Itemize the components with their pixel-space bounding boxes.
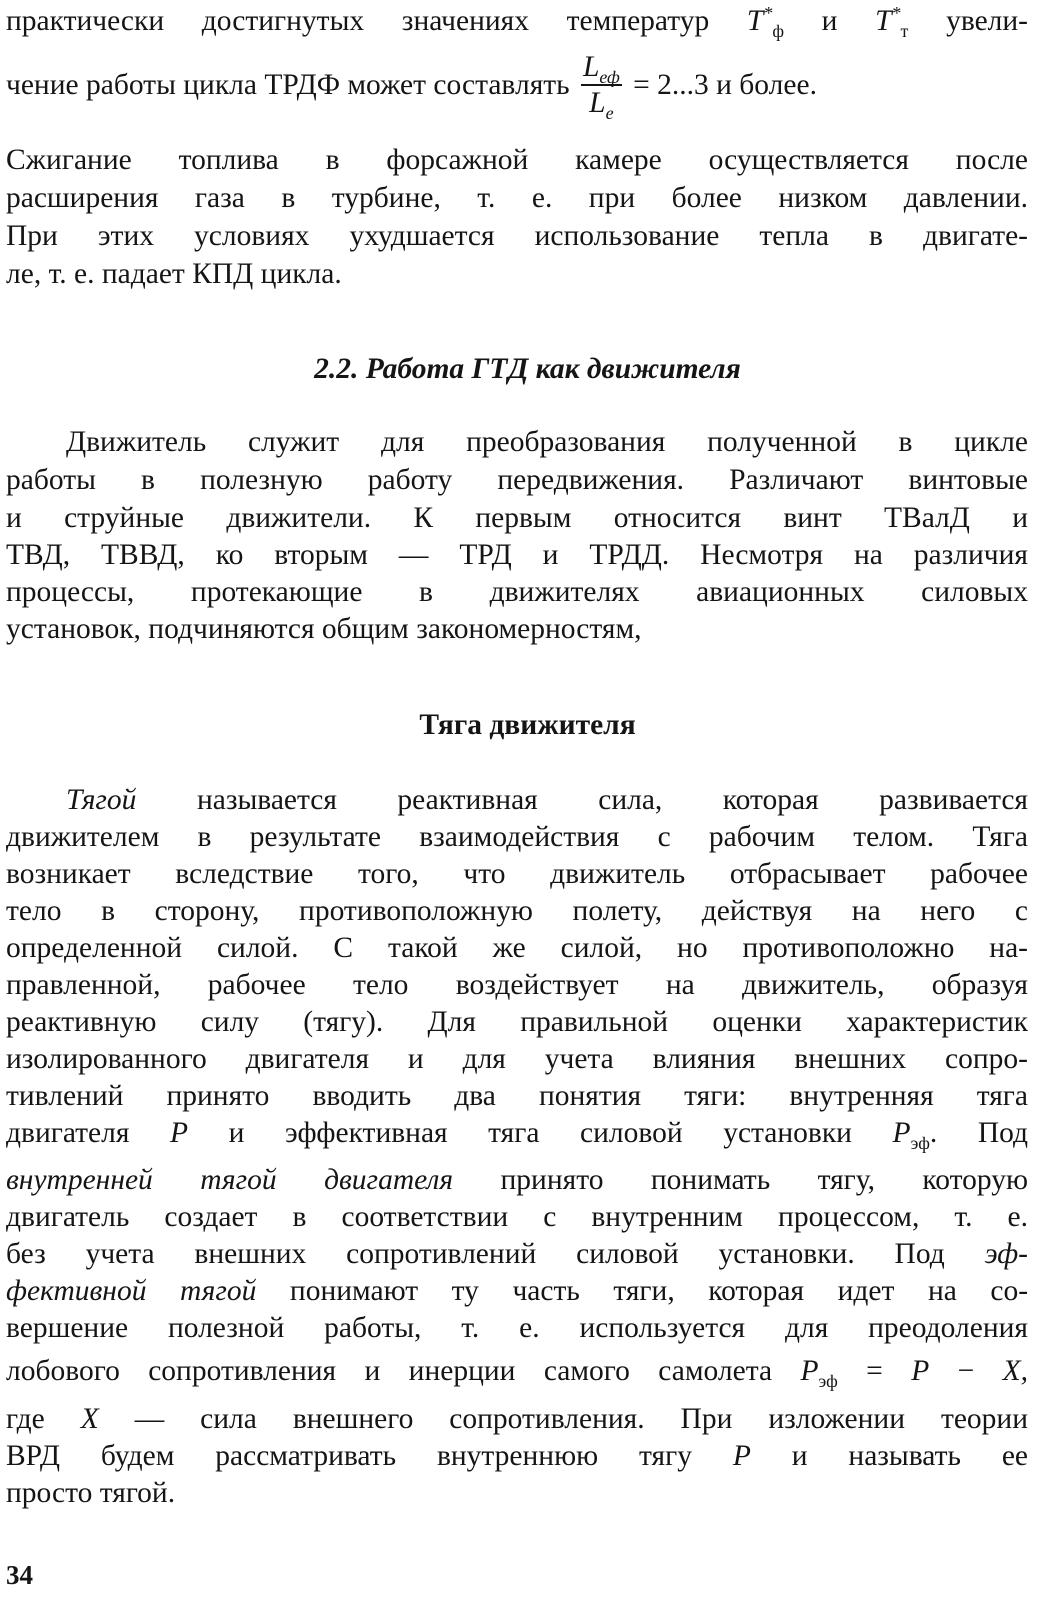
text-line: процессы, протекающие в движителях авиационных силовых <box>6 576 1028 608</box>
fraction-l-ef-over-l-e: $\frac{L_{еф}}{L_e}$ <box>583 51 620 123</box>
text-line: движителем в результате взаимодействия с рабочим телом. Тяга <box>6 821 1028 853</box>
text-line: работы в полезную работу передвижения. Различают винтовые <box>6 464 1028 496</box>
text-line: где X — сила внешнего сопротивления. При изложении теории <box>6 1403 1029 1435</box>
page-number: 34 <box>6 1560 33 1590</box>
text-line: ТВД, ТВВД, ко вторым — ТРД и ТРДД. Несмотря на различия <box>6 539 1028 571</box>
text-line: реактивную силу (тягу). Для правильной оценки характеристик <box>6 1006 1028 1038</box>
text-line: правленной, рабочее тело воздействует на движитель, образуя <box>6 969 1028 1001</box>
term-italic: Тягой <box>66 784 137 816</box>
text-line: и струйные движители. К первым относится винт ТВалД и <box>6 502 1028 534</box>
text-line: Сжигание топлива в форсажной камере осуществляется после <box>6 144 1028 176</box>
text-line: практически достигнутых значениях температур $T^*_ф$ и $T^*_т$ увели- <box>6 3 1029 41</box>
text-line: ВРД будем рассматривать внутреннюю тягу P и называть ее <box>6 1440 1029 1472</box>
text-line: возникает вследствие того, что движитель отбрасывает рабочее <box>6 858 1028 890</box>
section-title: 2.2. Работа ГТД как движителя <box>314 353 741 385</box>
text-line: При этих условиях ухудшается использование тепла в двигате- <box>6 220 1028 252</box>
text-line: ле, т. е. падает КПД цикла. <box>6 258 342 290</box>
text-line: тивлений принято вводить два понятия тяги: внутренняя тяга <box>6 1080 1028 1112</box>
var-p-eff: $P_{эф}$ <box>800 1355 838 1391</box>
var-p: P <box>911 1355 930 1387</box>
var-t-f: $T^*_ф$ <box>746 3 785 41</box>
term-italic: эф- <box>984 1238 1029 1270</box>
text-line: просто тягой. <box>6 1477 176 1509</box>
text-line: вершение полезной работы, т. е. используется для преодоления <box>6 1312 1028 1344</box>
var-x: X, <box>1002 1355 1029 1387</box>
text-line: фективной тягой понимают ту часть тяги, которая идет на со- <box>6 1275 1029 1307</box>
term-italic: внутренней тягой двигателя <box>6 1164 454 1196</box>
text-line: двигатель создает в соответствии с внутренним процессом, т. е. <box>6 1201 1028 1233</box>
text-line: изолированного двигателя и для учета влияния внешних сопро- <box>6 1043 1028 1075</box>
text-line: внутренней тягой двигателя принято понимать тягу, которую <box>6 1164 1028 1196</box>
var-p: P <box>732 1440 751 1472</box>
text-line: Тягой называется реактивная сила, которая развивается <box>66 784 1029 816</box>
term-italic: фективной тягой <box>6 1275 257 1307</box>
text-line: расширения газа в турбине, т. е. при более низком давлении. <box>6 182 1028 214</box>
text-line: определенной силой. С такой же силой, но противоположно на- <box>6 932 1028 964</box>
text-line: Движитель служит для преобразования полученной в цикле <box>66 426 1028 458</box>
subsection-title: Тяга движителя <box>419 709 636 741</box>
text-line: двигателя P и эффективная тяга силовой установки $P_{эф}$. Под <box>6 1117 1029 1153</box>
var-x: X <box>80 1403 99 1435</box>
text-line: без учета внешних сопротивлений силовой установки. Под эф- <box>6 1238 1029 1270</box>
var-p-eff: $P_{эф}$ <box>892 1117 930 1153</box>
formula-line: чение работы цикла ТРДФ может составлять $\frac{L_{еф}}{L_e}$ = 2...3 и более. <box>6 51 817 123</box>
text-line: установок, подчиняются общим закономерностям, <box>6 613 642 645</box>
text-line: тело в сторону, противоположную полету, действуя на него с <box>6 895 1028 927</box>
var-p: P <box>170 1117 189 1149</box>
text-line: лобового сопротивления и инерции самого самолета $P_{эф} = P - X$, <box>6 1355 1029 1391</box>
var-t-t: $T^*_т$ <box>875 3 909 41</box>
